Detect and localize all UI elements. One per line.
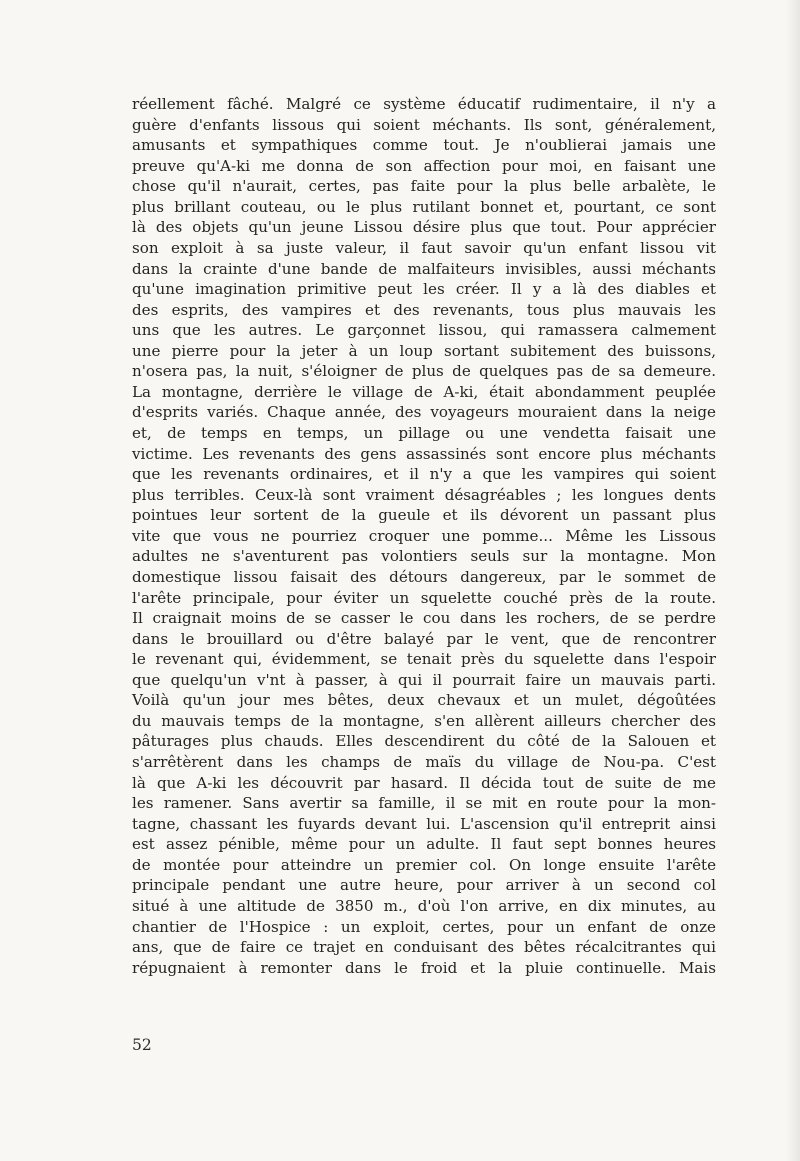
text-line: amusants et sympathiques comme tout. Je n'oublierai jamais une <box>132 136 716 155</box>
text-line: n'osera pas, la nuit, s'éloigner de plus de quelques pas de sa demeure. <box>132 362 716 381</box>
text-line: tagne, chassant les fuyards devant lui. L'ascension qu'il entreprit ainsi <box>132 814 716 833</box>
text-line: là des objets qu'un jeune Lissou désire plus que tout. Pour apprécier <box>132 218 716 237</box>
text-line: dans la crainte d'une bande de malfaiteurs invisibles, aussi méchants <box>132 259 716 278</box>
text-line: principale pendant une autre heure, pour arriver à un second col <box>132 876 716 895</box>
text-line: répugnaient à remonter dans le froid et la pluie continuelle. Mais <box>132 958 716 977</box>
text-line: preuve qu'A-ki me donna de son affection pour moi, en faisant une <box>132 156 716 175</box>
body-text <box>132 94 716 978</box>
text-line: plus brillant couteau, ou le plus rutilant bonnet et, pourtant, ce sont <box>132 197 716 216</box>
text-line: La montagne, derrière le village de A-ki, était abondamment peuplée <box>132 382 716 401</box>
text-line: est assez pénible, même pour un adulte. Il faut sept bonnes heures <box>132 835 716 854</box>
text-line: adultes ne s'aventurent pas volontiers seuls sur la montagne. Mon <box>132 547 716 566</box>
text-line: réellement fâché. Malgré ce système éducatif rudimentaire, il n'y a <box>132 95 716 113</box>
text-line: chantier de l'Hospice : un exploit, certes, pour un enfant de onze <box>132 917 716 936</box>
text-line: et, de temps en temps, un pillage ou une vendetta faisait une <box>132 424 716 442</box>
text-line: d'esprits variés. Chaque année, des voyageurs mouraient dans la neige <box>132 403 716 422</box>
text-line: domestique lissou faisait des détours dangereux, par le sommet de <box>132 567 716 586</box>
text-line: Il craignait moins de se casser le cou dans les rochers, de se perdre <box>132 609 716 628</box>
text-line: vite que vous ne pourriez croquer une pomme... Même les Lissous <box>132 526 716 545</box>
text-line: victime. Les revenants des gens assassinés sont encore plus méchants <box>132 444 716 463</box>
text-line: dans le brouillard ou d'être balayé par le vent, que de rencontrer <box>132 629 716 648</box>
page-number: 52 <box>132 1036 152 1054</box>
text-line: situé à une altitude de 3850 m., d'où l'on arrive, en dix minutes, au <box>132 896 716 915</box>
text-line: qu'une imagination primitive peut les créer. Il y a là des diables et <box>132 280 716 299</box>
text-line: du mauvais temps de la montagne, s'en allèrent ailleurs chercher des <box>132 711 716 730</box>
text-line: de montée pour atteindre un premier col. On longe ensuite l'arête <box>132 855 716 874</box>
page-edge-shadow <box>786 0 800 1161</box>
text-line: plus terribles. Ceux-là sont vraiment désagréables ; les longues dents <box>132 485 716 504</box>
text-line: l'arête principale, pour éviter un squelette couché près de la route. <box>132 588 716 607</box>
text-line: une pierre pour la jeter à un loup sortant subitement des buissons, <box>132 341 716 360</box>
text-line: s'arrêtèrent dans les champs de maïs du village de Nou-pa. C'est <box>132 753 716 771</box>
text-line: chose qu'il n'aurait, certes, pas faite pour la plus belle arbalète, le <box>132 177 716 196</box>
text-line: les ramener. Sans avertir sa famille, il se mit en route pour la mon- <box>132 794 716 813</box>
text-line: Voilà qu'un jour mes bêtes, deux chevaux et un mulet, dégoûtées <box>132 691 716 710</box>
text-line: le revenant qui, évidemment, se tenait près du squelette dans l'espoir <box>132 650 716 669</box>
text-line: son exploit à sa juste valeur, il faut savoir qu'un enfant lissou vit <box>132 238 716 257</box>
text-line: là que A-ki les découvrit par hasard. Il décida tout de suite de me <box>132 773 716 792</box>
text-line: guère d'enfants lissous qui soient méchants. Ils sont, généralement, <box>132 115 716 134</box>
text-line: des esprits, des vampires et des revenants, tous plus mauvais les <box>132 300 716 319</box>
text-line: que les revenants ordinaires, et il n'y a que les vampires qui soient <box>132 465 716 484</box>
text-line: ans, que de faire ce trajet en conduisant des bêtes récalcitrantes qui <box>132 938 716 957</box>
text-line: pointues leur sortent de la gueule et ils dévorent un passant plus <box>132 506 716 525</box>
text-line: que quelqu'un v'nt à passer, à qui il pourrait faire un mauvais parti. <box>132 670 716 689</box>
text-line: pâturages plus chauds. Elles descendirent du côté de la Salouen et <box>132 732 716 751</box>
text-line: uns que les autres. Le garçonnet lissou, qui ramassera calmement <box>132 321 716 340</box>
